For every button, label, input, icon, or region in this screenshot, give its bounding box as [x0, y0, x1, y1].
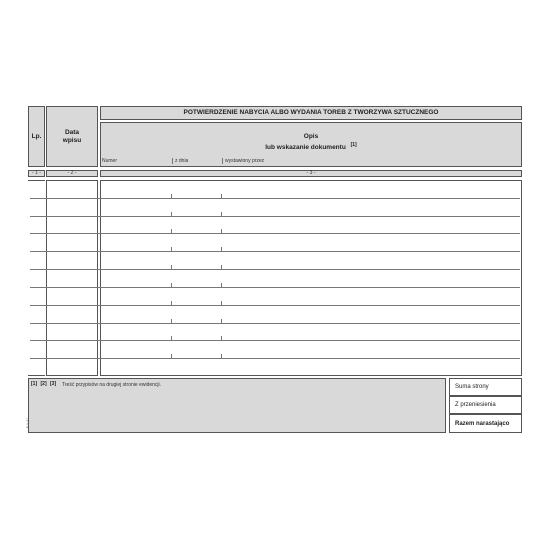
table-row-line: [30, 358, 520, 359]
data-wpisu-label-2: wpisu: [62, 137, 82, 144]
opis-label-1: Opis: [303, 133, 319, 140]
opis-header: [100, 122, 522, 167]
suma-strony-label: Suma strony: [455, 384, 489, 390]
row-divider-tick: [171, 354, 172, 358]
table-row-line: [30, 251, 520, 252]
table-row-line: [30, 305, 520, 306]
row-divider-tick: [171, 336, 172, 340]
footnotes-box: [28, 378, 446, 433]
footnote-refs: [1] [2] [3]: [31, 381, 57, 387]
entry-opis-column[interactable]: [100, 180, 522, 376]
row-divider-tick: [221, 336, 222, 340]
row-divider-tick: [221, 354, 222, 358]
numbering-2: - 2 -: [46, 170, 98, 177]
razem-label: Razem narastająco: [455, 420, 510, 427]
row-divider-tick: [221, 212, 222, 216]
table-row-line: [30, 198, 520, 199]
row-divider-tick: [221, 319, 222, 323]
row-divider-tick: [171, 212, 172, 216]
table-row-line: [30, 340, 520, 341]
opis-label-2-text: lub wskazanie dokumentu: [265, 144, 346, 152]
table-row-line: [30, 216, 520, 217]
table-row-line: [30, 269, 520, 270]
row-divider-tick: [221, 229, 222, 233]
row-divider-tick: [171, 229, 172, 233]
opis-footnote-ref: [1]: [350, 142, 357, 148]
row-divider-tick: [221, 247, 222, 251]
row-divider-tick: [171, 247, 172, 251]
row-divider-tick: [171, 194, 172, 198]
lp-header: [28, 106, 45, 167]
opis-label-2: [101, 141, 521, 152]
z-przeniesienia-label: Z przeniesienia: [455, 402, 496, 408]
side-code: K-k-41: [26, 417, 31, 429]
suma-strony-box[interactable]: [449, 378, 522, 396]
row-divider-tick: [171, 283, 172, 287]
row-divider-tick: [221, 194, 222, 198]
data-wpisu-header: [46, 106, 98, 167]
data-wpisu-label-1: Data: [64, 129, 80, 136]
row-divider-tick: [221, 301, 222, 305]
row-divider-tick: [171, 319, 172, 323]
razem-box[interactable]: [449, 414, 522, 433]
row-divider-tick: [171, 301, 172, 305]
numbering-3: - 3 -: [100, 170, 522, 177]
entry-data-column: [46, 180, 98, 376]
z-przeniesienia-box[interactable]: [449, 396, 522, 414]
numbering-1: - 1 -: [28, 170, 45, 177]
row-divider-tick: [221, 265, 222, 269]
footnote-note: Treść przypisów na drugiej stronie ewidencji.: [62, 382, 162, 388]
lp-header-label: Lp.: [31, 133, 42, 140]
sub-header-wystawiony: wystawiony przez: [222, 158, 264, 164]
row-divider-tick: [221, 283, 222, 287]
sub-header-numer: Numer: [102, 158, 118, 164]
entry-lp-column: [28, 180, 45, 376]
form-title-text: POTWIERDZENIE NABYCIA ALBO WYDANIA TOREB Z TWORZYWA SZTUCZNEGO: [183, 109, 439, 116]
row-divider-tick: [171, 265, 172, 269]
table-row-line: [30, 287, 520, 288]
form-title: [100, 106, 522, 120]
sub-header-z-dnia: z dnia: [172, 158, 188, 164]
table-row-line: [30, 323, 520, 324]
table-row-line: [30, 233, 520, 234]
